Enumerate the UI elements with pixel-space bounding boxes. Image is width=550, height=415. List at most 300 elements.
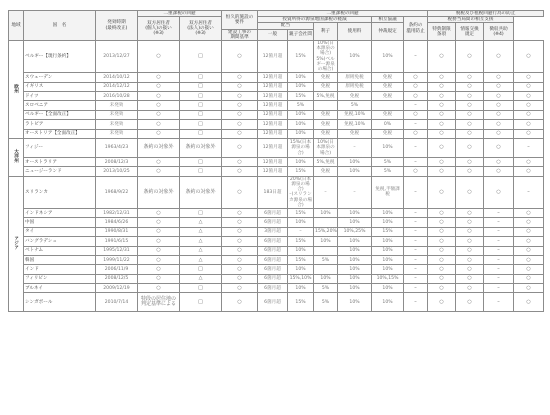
dividend-parent: 免税 — [314, 167, 338, 176]
construction-period: 6箇月超 — [258, 255, 288, 264]
interest-rate: 原則免税 — [338, 73, 372, 82]
resident-individual: ○ — [138, 208, 180, 217]
dividend-parent: 5%,免税 — [314, 157, 338, 166]
treaty-abuse: ○ — [456, 227, 484, 236]
dividend-parent: 免税 — [314, 82, 338, 91]
resident-individual: ○ — [138, 41, 180, 73]
construction-period: 12箇月超 — [258, 167, 288, 176]
anti-abuse: – — [484, 265, 514, 274]
effective-date: 未発効 — [96, 110, 138, 119]
mutual-agreement: ○ — [404, 73, 428, 82]
arbitration: ○ — [428, 82, 456, 91]
resident-corporate: □ — [180, 92, 222, 101]
table-row — [9, 101, 544, 110]
interest-rate: 5% — [338, 101, 372, 110]
interest-rate: 免税,10% — [338, 110, 372, 119]
construction-period: 6箇月超 — [258, 265, 288, 274]
header-info-exchange: 情報交換 規定 — [456, 23, 484, 41]
effective-date: 2009/12/19 — [96, 284, 138, 293]
treaty-abuse: ○ — [456, 208, 484, 217]
table-row — [9, 41, 544, 73]
dividend-general: 15%,10% — [288, 274, 314, 283]
country-name: オーストラリア — [24, 157, 96, 166]
table-row — [9, 157, 544, 166]
treaty-abuse: ○ — [456, 176, 484, 208]
country-name: ニュージーランド — [24, 167, 96, 176]
pe-requirement: ○ — [222, 101, 258, 110]
effective-date: 2008/12/5 — [96, 274, 138, 283]
treaty-abuse: ○ — [456, 293, 484, 312]
dividend-parent: 免税 — [314, 110, 338, 119]
info-exchange: ○ — [514, 157, 544, 166]
resident-individual: ○ — [138, 274, 180, 283]
interest-rate: 10% — [338, 246, 372, 255]
info-exchange: ○ — [514, 167, 544, 176]
region-text: アジア — [13, 236, 19, 250]
effective-date: 2014/12/12 — [96, 82, 138, 91]
dividend-general: 15% — [288, 41, 314, 73]
construction-period: 6箇月超 — [258, 208, 288, 217]
mutual-agreement: – — [404, 265, 428, 274]
mutual-agreement: – — [404, 138, 428, 157]
royalty-rate: 10% — [372, 41, 404, 73]
arbitration: ○ — [428, 208, 456, 217]
country-name: タイ — [24, 227, 96, 236]
royalty-rate: 10% — [372, 218, 404, 227]
dividend-parent: – — [314, 176, 338, 208]
country-name: ベルギー【全面改正】 — [24, 110, 96, 119]
effective-date: 2006/11/9 — [96, 265, 138, 274]
dividend-parent: 免税 — [314, 120, 338, 129]
info-exchange: ○ — [514, 246, 544, 255]
arbitration: ○ — [428, 129, 456, 138]
treaty-abuse: ○ — [456, 41, 484, 73]
dividend-general: 10% — [288, 157, 314, 166]
mutual-agreement: – — [404, 274, 428, 283]
resident-corporate: □ — [180, 101, 222, 110]
royalty-rate: 10%,15% — [372, 274, 404, 283]
mutual-agreement: – — [404, 246, 428, 255]
pe-requirement: ○ — [222, 227, 258, 236]
arbitration: ○ — [428, 157, 456, 166]
anti-abuse: – — [484, 274, 514, 283]
resident-corporate: △ — [180, 274, 222, 283]
construction-period: 6箇月超 — [258, 284, 288, 293]
pe-requirement: ○ — [222, 129, 258, 138]
pe-requirement: ○ — [222, 265, 258, 274]
arbitration: ○ — [428, 237, 456, 246]
resident-corporate: △ — [180, 237, 222, 246]
country-name: 中国 — [24, 218, 96, 227]
arbitration: ○ — [428, 265, 456, 274]
anti-abuse: ○ — [484, 176, 514, 208]
header-collection-assist: 税務当局間の相互支援 — [428, 17, 514, 23]
dividend-general: – — [288, 227, 314, 236]
dividend-general: 15% — [288, 237, 314, 246]
effective-date: 2008/12/3 — [96, 157, 138, 166]
mutual-agreement: – — [404, 157, 428, 166]
construction-period: 12箇月超 — [258, 92, 288, 101]
treaty-abuse: ○ — [456, 73, 484, 82]
resident-corporate: □ — [180, 82, 222, 91]
resident-individual: ○ — [138, 237, 180, 246]
effective-date: 未発効 — [96, 101, 138, 110]
table-row — [9, 218, 544, 227]
resident-individual: ○ — [138, 157, 180, 166]
dividend-general: 15% — [288, 167, 314, 176]
anti-abuse: – — [484, 208, 514, 217]
royalty-rate: 免税 — [372, 129, 404, 138]
dividend-general: 10% — [288, 120, 314, 129]
resident-corporate: △ — [180, 218, 222, 227]
dividend-parent: 5% — [314, 284, 338, 293]
table-row — [9, 73, 544, 82]
construction-period: 183日超 — [258, 176, 288, 208]
construction-period: 12箇月超 — [258, 138, 288, 157]
mutual-agreement: – — [404, 41, 428, 73]
resident-corporate: □ — [180, 167, 222, 176]
info-exchange: ○ — [514, 237, 544, 246]
anti-abuse: – — [484, 237, 514, 246]
header-general: 一般 — [258, 29, 288, 40]
dividend-parent: 10%(日本源泉の場合) — [314, 138, 338, 157]
arbitration: ○ — [428, 255, 456, 264]
effective-date: 未発効 — [96, 129, 138, 138]
treaty-abuse: ○ — [456, 167, 484, 176]
treaty-abuse: ○ — [456, 129, 484, 138]
resident-individual: ○ — [138, 120, 180, 129]
treaty-abuse: ○ — [456, 237, 484, 246]
dividend-general: 15%(日本源泉の場合) — [288, 138, 314, 157]
dividend-parent — [314, 265, 338, 274]
header-dividend: 配当 — [258, 23, 314, 29]
arbitration: ○ — [428, 120, 456, 129]
country-name: ベルギー【現行条約】 — [24, 41, 96, 73]
royalty-rate: 10% — [372, 237, 404, 246]
dividend-general: 10% — [288, 129, 314, 138]
interest-rate: 10% — [338, 41, 372, 73]
resident-corporate: □ — [180, 41, 222, 73]
resident-corporate: □ — [180, 284, 222, 293]
header-treaty-abuse: 条約の 濫用防止 — [404, 17, 428, 41]
arbitration: ○ — [428, 110, 456, 119]
treaty-abuse: ○ — [456, 274, 484, 283]
arbitration: ○ — [428, 274, 456, 283]
arbitration: ○ — [428, 138, 456, 157]
resident-individual: ○ — [138, 255, 180, 264]
effective-date: 2010/7/14 — [96, 293, 138, 312]
construction-period: 6箇月超 — [258, 246, 288, 255]
interest-rate: 10% — [338, 265, 372, 274]
construction-period: 6箇月超 — [258, 274, 288, 283]
effective-date: 1995/12/31 — [96, 246, 138, 255]
dividend-general: 10% — [288, 218, 314, 227]
interest-rate: – — [338, 138, 372, 157]
country-name: ラトビア — [24, 120, 96, 129]
interest-rate: 10% — [338, 274, 372, 283]
info-exchange: – — [514, 176, 544, 208]
arbitration: ○ — [428, 41, 456, 73]
dividend-parent: 10%(日本源泉の場合) 5%(ベルギー源泉の場合) — [314, 41, 338, 73]
royalty-rate: 15% — [372, 227, 404, 236]
mutual-agreement: – — [404, 218, 428, 227]
arbitration: ○ — [428, 101, 456, 110]
dividend-general: 15% — [288, 255, 314, 264]
royalty-rate: 免税 — [372, 110, 404, 119]
pe-requirement: ○ — [222, 284, 258, 293]
info-exchange: ○ — [514, 284, 544, 293]
arbitration: ○ — [428, 227, 456, 236]
effective-date: 2014/10/12 — [96, 73, 138, 82]
resident-individual: ○ — [138, 82, 180, 91]
header-effective: 発効時期 (最終改正) — [96, 11, 138, 41]
interest-rate: 免税 — [338, 129, 372, 138]
table-row — [9, 120, 544, 129]
header-royalty: 使用料 — [338, 23, 372, 41]
tax-treaty-table — [8, 10, 544, 312]
treaty-abuse: ○ — [456, 157, 484, 166]
header-country: 国 名 — [24, 11, 96, 41]
header-pe: 恒久的施設の 要件 — [222, 11, 258, 30]
table-row — [9, 284, 544, 293]
header-region: 地域 — [9, 11, 24, 41]
mutual-agreement: ○ — [404, 82, 428, 91]
effective-date: 1982/12/31 — [96, 208, 138, 217]
resident-individual: ○ — [138, 110, 180, 119]
country-name: オーストリア【全面改正】 — [24, 129, 96, 138]
anti-abuse: ○ — [484, 157, 514, 166]
table-row — [9, 176, 544, 208]
info-exchange: ○ — [514, 274, 544, 283]
pe-requirement: ○ — [222, 237, 258, 246]
anti-abuse: ○ — [484, 82, 514, 91]
info-exchange: ○ — [514, 208, 544, 217]
construction-period: 12箇月超 — [258, 41, 288, 73]
table-row — [9, 138, 544, 157]
header-collection: 徴収共助 (※4) — [484, 23, 514, 41]
effective-date: 未発効 — [96, 120, 138, 129]
interest-rate: 免税 — [338, 92, 372, 101]
royalty-rate: 0% — [372, 120, 404, 129]
table-row — [9, 110, 544, 119]
table-body — [9, 41, 544, 312]
info-exchange: ○ — [514, 92, 544, 101]
effective-date: 1990/8/31 — [96, 227, 138, 236]
interest-rate: 10% — [338, 167, 372, 176]
resident-corporate: △ — [180, 227, 222, 236]
pe-requirement: ○ — [222, 73, 258, 82]
info-exchange: ○ — [514, 255, 544, 264]
pe-requirement: ○ — [222, 82, 258, 91]
resident-corporate: 条約の対象外 — [180, 176, 222, 208]
interest-rate: 10% — [338, 157, 372, 166]
header-dual-tax-2: 二重課税の回避 — [258, 11, 428, 17]
dividend-general: 10% — [288, 82, 314, 91]
dividend-parent: 5% — [314, 293, 338, 312]
dividend-parent — [314, 246, 338, 255]
country-name: スリランカ — [24, 176, 96, 208]
header-investment: 投資所得の源泉地国課税の軽減 — [258, 17, 372, 23]
anti-abuse: ○ — [484, 110, 514, 119]
construction-period: 12箇月超 — [258, 129, 288, 138]
resident-corporate: □ — [180, 265, 222, 274]
construction-period: 12箇月超 — [258, 101, 288, 110]
royalty-rate: 10% — [372, 293, 404, 312]
mutual-agreement: – — [404, 255, 428, 264]
country-name: ドイツ — [24, 92, 96, 101]
arbitration: ○ — [428, 218, 456, 227]
royalty-rate: 10% — [372, 265, 404, 274]
pe-requirement: ○ — [222, 255, 258, 264]
country-name: シンガポール — [24, 293, 96, 312]
treaty-table-wrapper — [8, 10, 543, 312]
region-label — [9, 176, 24, 312]
mutual-agreement: ○ — [404, 167, 428, 176]
construction-period: 12箇月超 — [258, 120, 288, 129]
dividend-parent — [314, 218, 338, 227]
resident-individual: 特段の居住地の判定基準による — [138, 293, 180, 312]
royalty-rate: 10% — [372, 208, 404, 217]
treaty-abuse: ○ — [456, 110, 484, 119]
dividend-general: 15% — [288, 293, 314, 312]
anti-abuse: ○ — [484, 167, 514, 176]
pe-requirement: ○ — [222, 92, 258, 101]
table-row — [9, 208, 544, 217]
resident-corporate: □ — [180, 110, 222, 119]
effective-date: 1991/6/15 — [96, 237, 138, 246]
mutual-agreement: – — [404, 284, 428, 293]
resident-individual: ○ — [138, 101, 180, 110]
anti-abuse: – — [484, 293, 514, 312]
pe-requirement: ○ — [222, 218, 258, 227]
resident-corporate: □ — [180, 129, 222, 138]
country-name: イギリス — [24, 82, 96, 91]
table-row — [9, 92, 544, 101]
resident-individual: 条約の対象外 — [138, 138, 180, 157]
table-row — [9, 167, 544, 176]
interest-rate: – — [338, 176, 372, 208]
table-row — [9, 265, 544, 274]
mutual-agreement: – — [404, 293, 428, 312]
anti-abuse: ○ — [484, 41, 514, 73]
royalty-rate: 免税 — [372, 73, 404, 82]
anti-abuse: – — [484, 246, 514, 255]
info-exchange: ○ — [514, 101, 544, 110]
header-resident-corporate: 双方居住者 (法人)の扱い (※3) — [180, 17, 222, 41]
resident-individual: ○ — [138, 246, 180, 255]
resident-corporate: 条約の対象外 — [180, 138, 222, 157]
anti-abuse: ○ — [484, 101, 514, 110]
interest-rate: 免税,10% — [338, 120, 372, 129]
treaty-abuse: ○ — [456, 255, 484, 264]
pe-requirement: ○ — [222, 274, 258, 283]
table-row — [9, 293, 544, 312]
interest-rate: 10% — [338, 255, 372, 264]
dividend-parent: 免税 — [314, 129, 338, 138]
anti-abuse: – — [484, 218, 514, 227]
arbitration: ○ — [428, 293, 456, 312]
header-parent: 親子会社間 — [288, 29, 314, 40]
info-exchange: ○ — [514, 41, 544, 73]
resident-individual: ○ — [138, 265, 180, 274]
effective-date: 2013/12/27 — [96, 41, 138, 73]
country-name: ブルネイ — [24, 284, 96, 293]
country-name: スロベニア — [24, 101, 96, 110]
info-exchange: ○ — [514, 265, 544, 274]
country-name: スウェーデン — [24, 73, 96, 82]
mutual-agreement: – — [404, 176, 428, 208]
arbitration: ○ — [428, 284, 456, 293]
table-row — [9, 255, 544, 264]
treaty-abuse: ○ — [456, 246, 484, 255]
resident-corporate: □ — [180, 208, 222, 217]
info-exchange: – — [514, 138, 544, 157]
pe-requirement: ○ — [222, 120, 258, 129]
table-row — [9, 237, 544, 246]
header-arbitration: 仲裁規定 — [372, 23, 404, 41]
table-row — [9, 227, 544, 236]
dividend-general: 15% — [288, 92, 314, 101]
pe-requirement: ○ — [222, 208, 258, 217]
arbitration: ○ — [428, 92, 456, 101]
country-name: 韓国 — [24, 255, 96, 264]
treaty-abuse: ○ — [456, 120, 484, 129]
effective-date: 2013/10/25 — [96, 167, 138, 176]
effective-date: 1963/4/23 — [96, 138, 138, 157]
resident-individual: ○ — [138, 227, 180, 236]
info-exchange: ○ — [514, 73, 544, 82]
interest-rate: 10% — [338, 208, 372, 217]
dividend-parent — [314, 101, 338, 110]
arbitration: ○ — [428, 167, 456, 176]
anti-abuse: ○ — [484, 92, 514, 101]
treaty-abuse: ○ — [456, 218, 484, 227]
interest-rate: 原則免税 — [338, 82, 372, 91]
construction-period: 6箇月超 — [258, 237, 288, 246]
construction-period: 12箇月超 — [258, 82, 288, 91]
effective-date: 1984/6/26 — [96, 218, 138, 227]
interest-rate: 10% — [338, 284, 372, 293]
header-evasion: 脱税及び租税回避行為の防止 — [428, 11, 544, 17]
info-exchange: ○ — [514, 227, 544, 236]
info-exchange: ○ — [514, 110, 544, 119]
mutual-agreement: ○ — [404, 129, 428, 138]
resident-individual: ○ — [138, 129, 180, 138]
dividend-general: 10% — [288, 73, 314, 82]
region-text: 大洋州 — [13, 149, 19, 164]
interest-rate: 10% — [338, 218, 372, 227]
dividend-general: 20%(日本源泉の場合) –(スリランカ源泉の場合) — [289, 176, 312, 208]
resident-individual: ○ — [138, 167, 180, 176]
dividend-parent: 免税 — [314, 73, 338, 82]
table-row — [9, 246, 544, 255]
dividend-parent: 10% — [314, 274, 338, 283]
dividend-parent: 10% — [314, 208, 338, 217]
resident-corporate: △ — [180, 246, 222, 255]
royalty-rate: 免税 — [372, 92, 404, 101]
country-name: インドネシア — [24, 208, 96, 217]
royalty-rate: 10% — [372, 255, 404, 264]
arbitration: ○ — [428, 73, 456, 82]
construction-period: 3箇月超 — [258, 227, 288, 236]
mutual-agreement: – — [404, 237, 428, 246]
treaty-abuse: ○ — [456, 284, 484, 293]
mutual-agreement: – — [404, 227, 428, 236]
header-anti-abuse: 特典制限 条項 — [428, 23, 456, 41]
royalty-rate: 10% — [372, 246, 404, 255]
treaty-abuse: ○ — [456, 101, 484, 110]
arbitration: ○ — [428, 176, 456, 208]
